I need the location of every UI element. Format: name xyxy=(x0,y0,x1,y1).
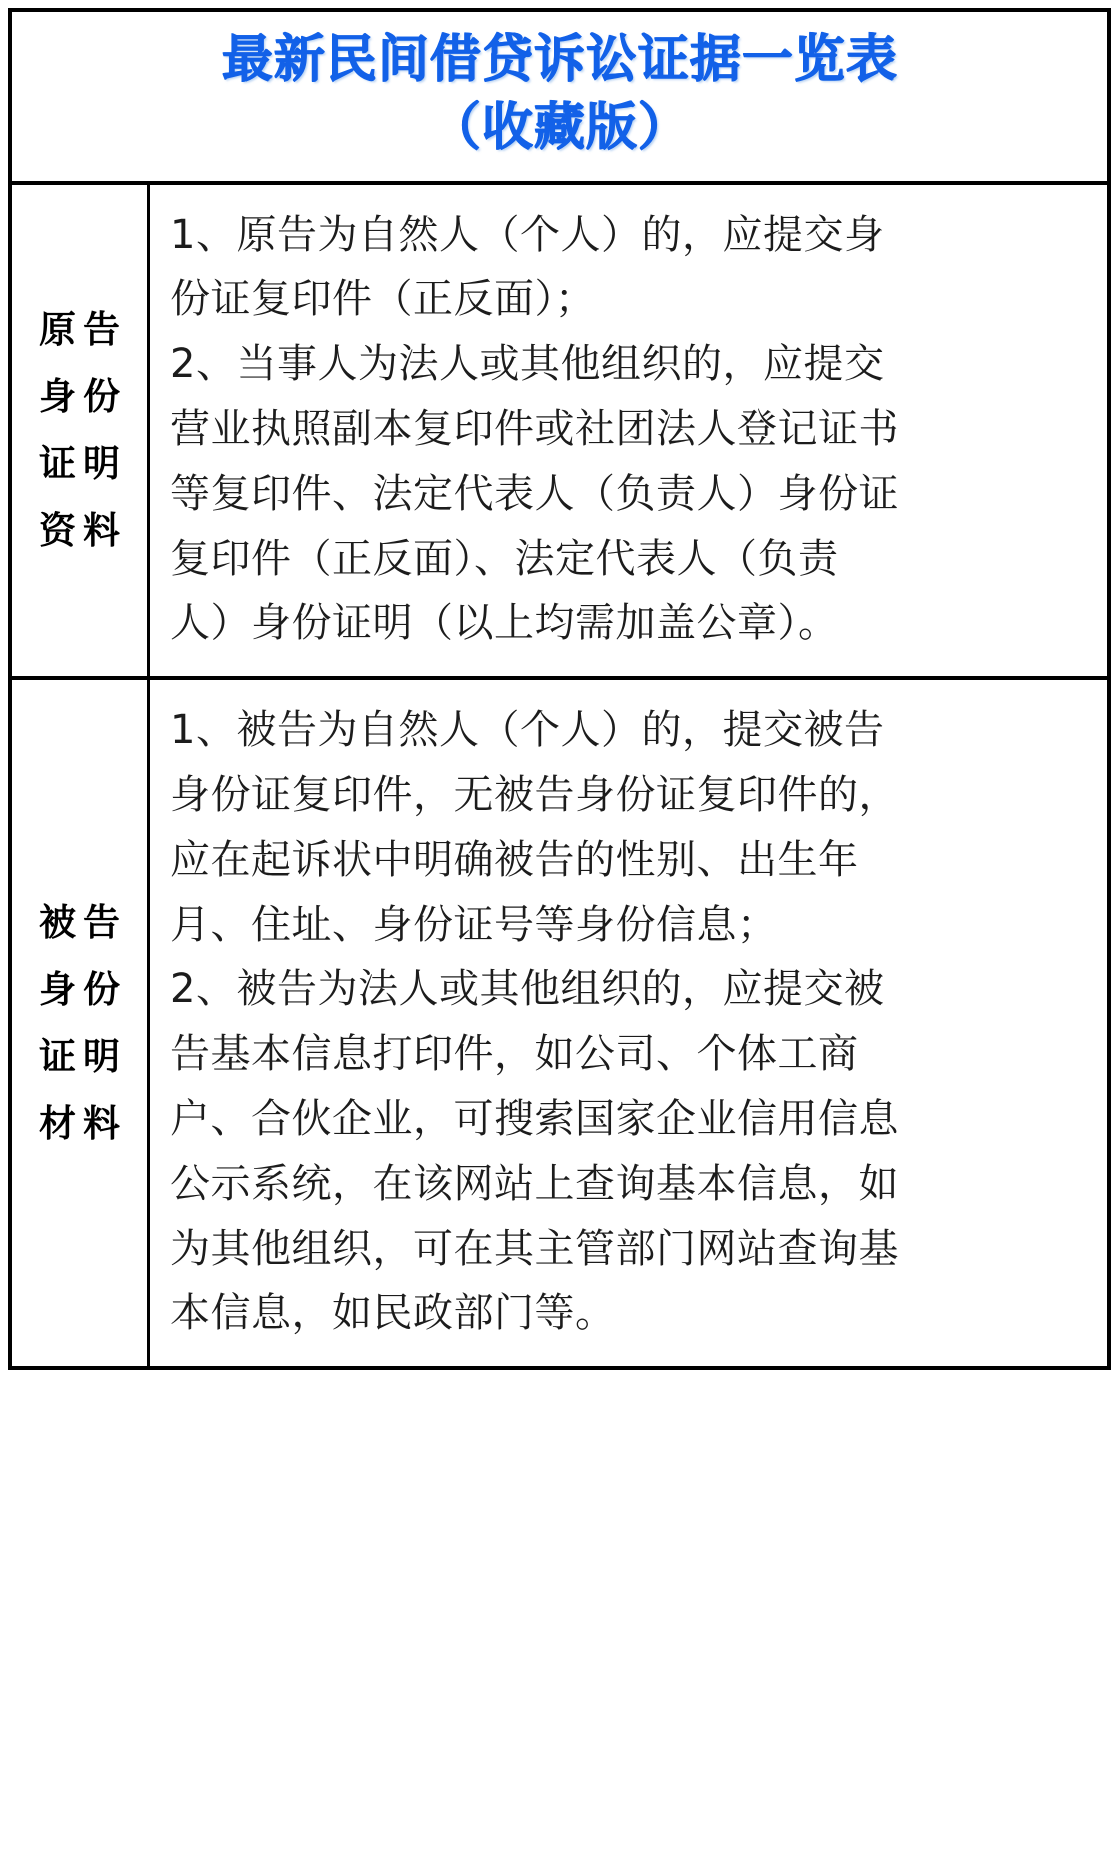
page-title-line-2: （收藏版） xyxy=(429,98,690,158)
evidence-table xyxy=(8,8,1111,1370)
content-line: 2、当事人为法人或其他组织的，应提交 xyxy=(170,341,885,388)
row-label-line: 原告 xyxy=(39,308,127,352)
content-line: 为其他组织，可在其主管部门网站查询基 xyxy=(170,1225,899,1272)
row-content-plaintiff-identity xyxy=(150,185,1107,677)
content-line: 本信息，如民政部门等。 xyxy=(170,1290,616,1337)
row-label-line: 材料 xyxy=(39,1102,127,1146)
content-line: 月、住址、身份证号等身份信息； xyxy=(170,901,778,948)
content-line: 复印件（正反面）、法定代表人（负责 xyxy=(170,535,839,582)
content-line: 户、合伙企业，可搜索国家企业信用信息 xyxy=(170,1096,899,1143)
row-label-line: 证明 xyxy=(39,1035,127,1079)
content-line: 应在起诉状中明确被告的性别、出生年 xyxy=(170,836,859,883)
row-label-line: 资料 xyxy=(39,509,127,553)
content-line: 1、原告为自然人（个人）的，应提交身 xyxy=(170,211,885,258)
row-label-line: 被告 xyxy=(39,901,127,945)
table-row xyxy=(12,185,1107,681)
content-line: 人）身份证明（以上均需加盖公章）。 xyxy=(170,600,839,647)
content-line: 告基本信息打印件，如公司、个体工商 xyxy=(170,1031,859,1078)
row-label-plaintiff-identity xyxy=(12,185,150,677)
row-label-line: 身份 xyxy=(39,375,127,419)
page-title-line-1: 最新民间借贷诉讼证据一览表 xyxy=(221,30,898,89)
row-content-defendant-identity xyxy=(150,680,1107,1366)
content-line: 身份证复印件，无被告身份证复印件的， xyxy=(170,772,899,819)
content-line: 1、被告为自然人（个人）的，提交被告 xyxy=(170,707,885,754)
content-line: 公示系统，在该网站上查询基本信息，如 xyxy=(170,1160,899,1207)
row-label-defendant-identity xyxy=(12,680,150,1366)
row-label-line: 证明 xyxy=(39,442,127,486)
content-line: 份证复印件（正反面）； xyxy=(170,276,596,323)
content-line: 2、被告为法人或其他组织的，应提交被 xyxy=(170,966,885,1013)
table-title-row xyxy=(12,12,1107,185)
content-line: 等复印件、法定代表人（负责人）身份证 xyxy=(170,470,899,517)
row-label-line: 身份 xyxy=(39,968,127,1012)
table-row xyxy=(12,680,1107,1370)
content-line: 营业执照副本复印件或社团法人登记证书 xyxy=(170,406,899,453)
